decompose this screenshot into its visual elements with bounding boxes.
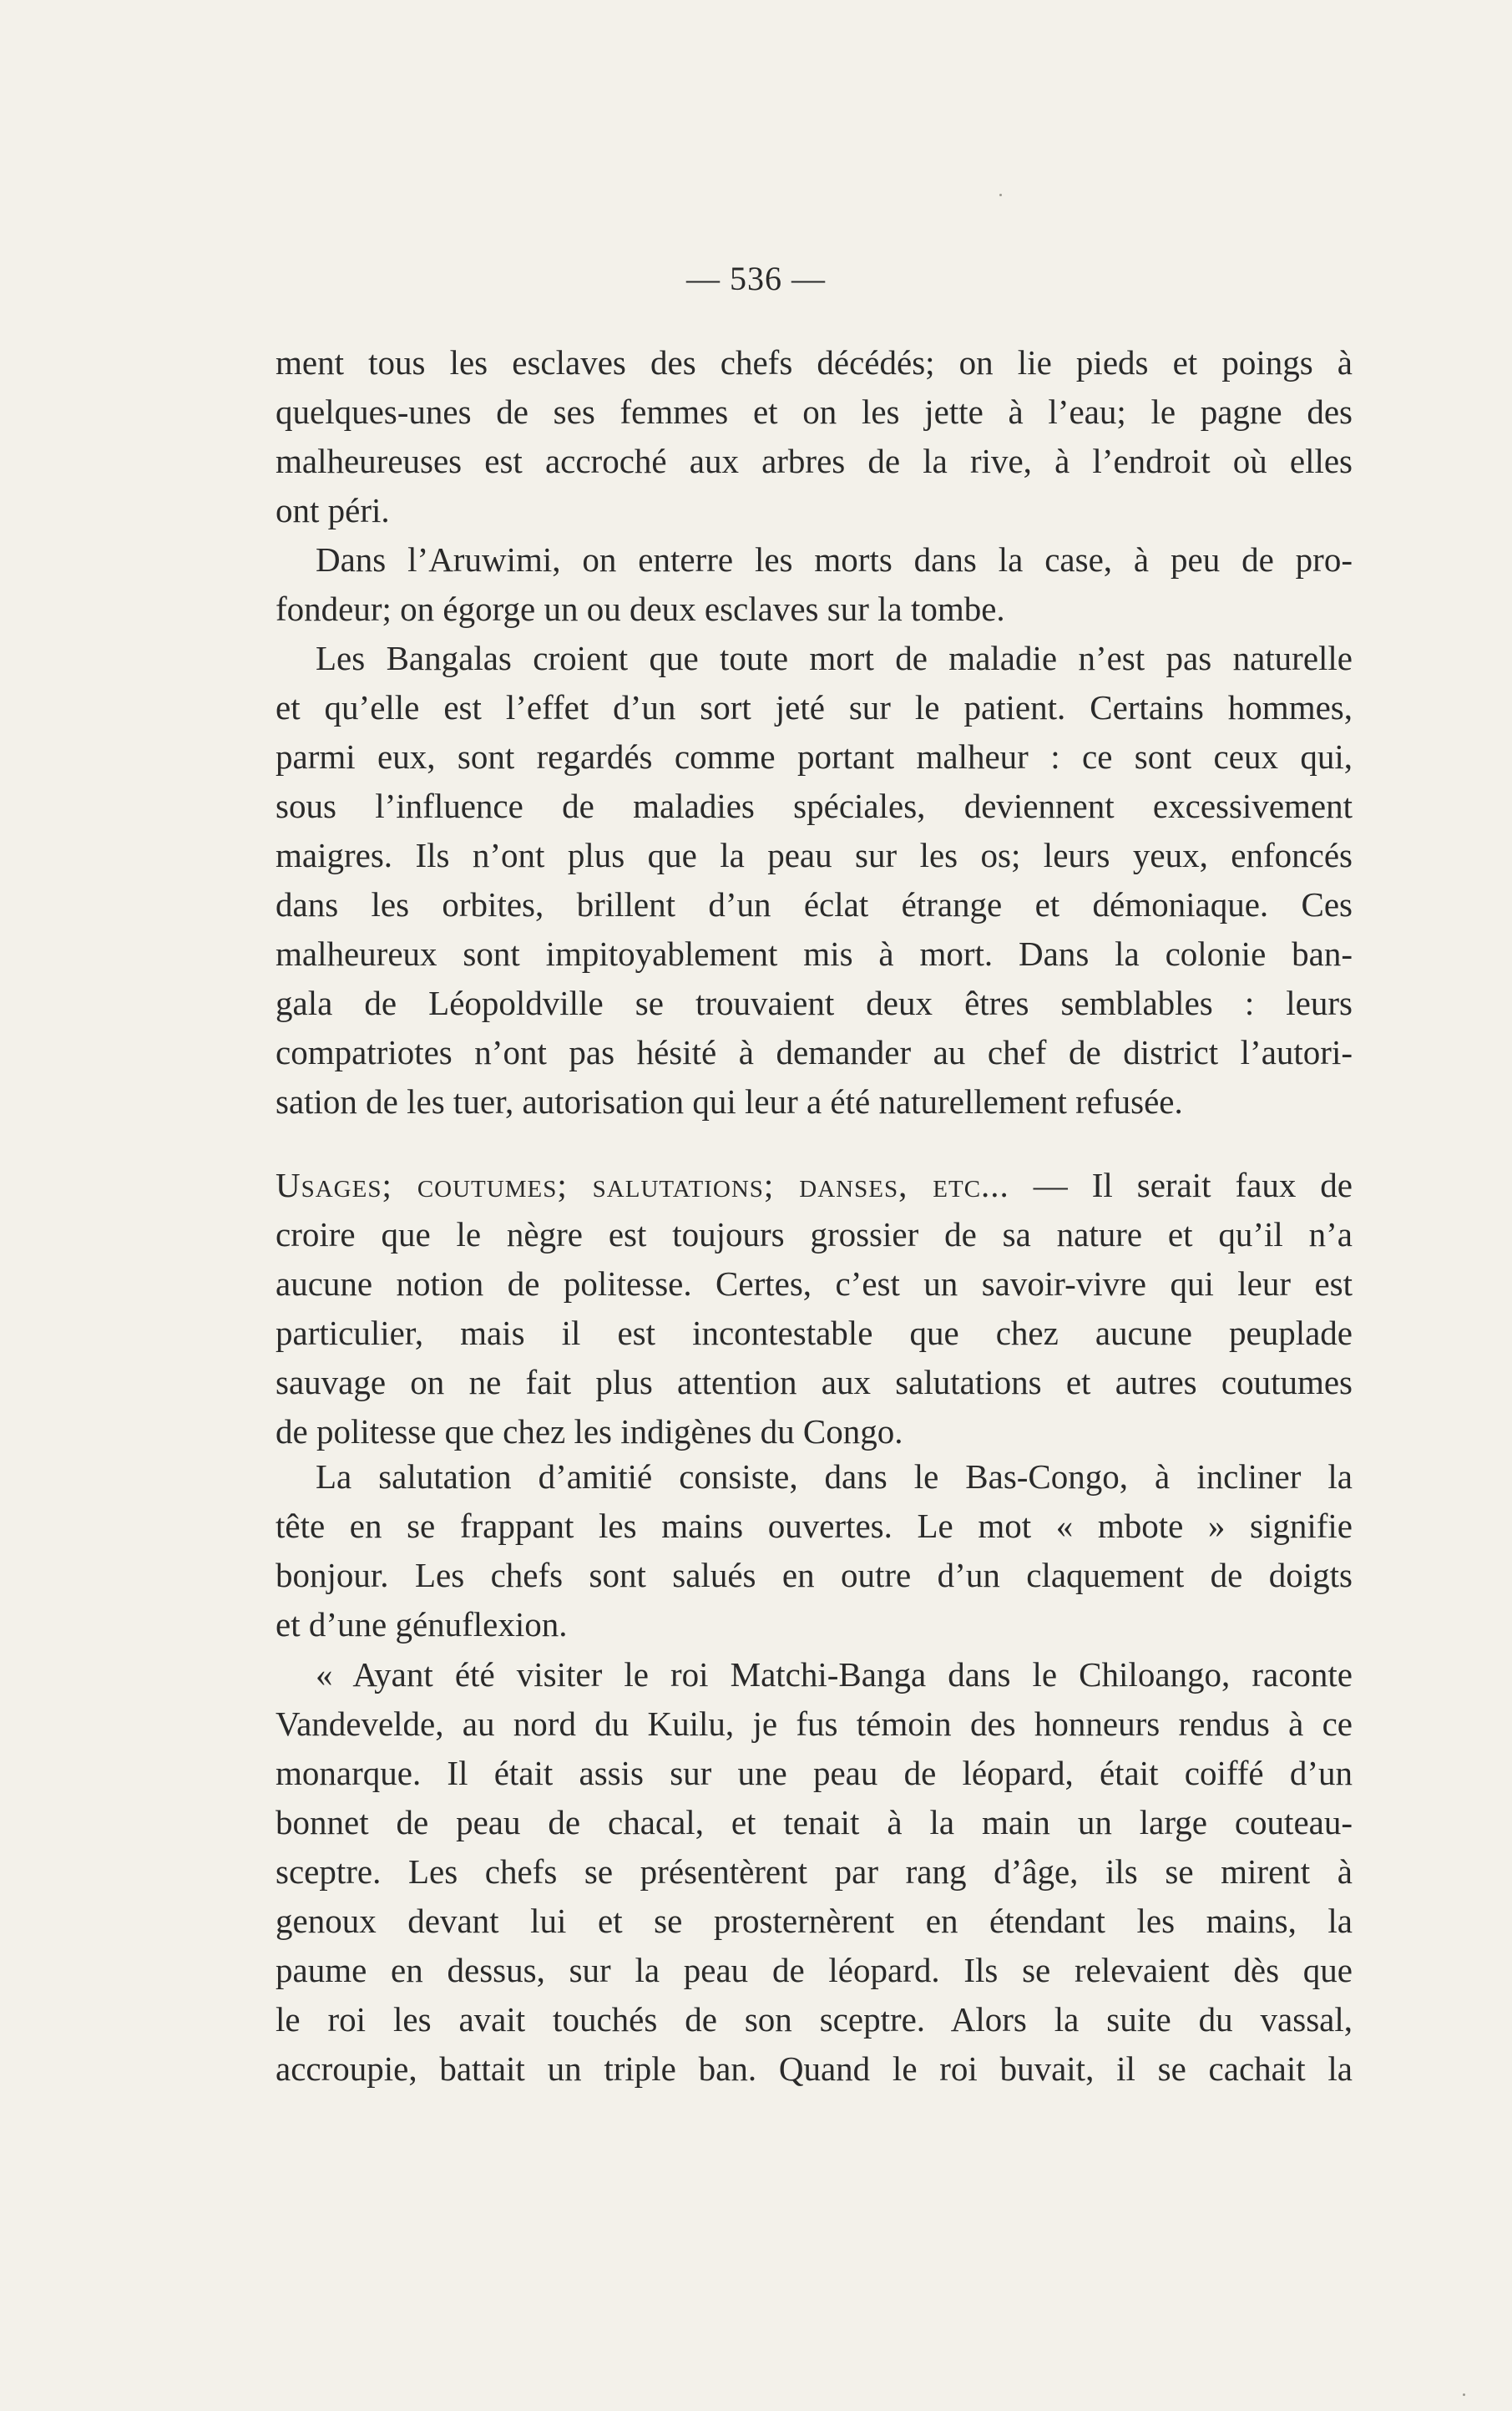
text-line: paume en dessus, sur la peau de léopard. Ils se relevaient dès que — [276, 1951, 1353, 1989]
text-line: et d’une génuflexion. — [276, 1605, 568, 1644]
text-line: bonnet de peau de chacal, et tenait à la main un large couteau- — [276, 1803, 1353, 1841]
paper-speck — [999, 194, 1002, 196]
text-line: malheureuses est accroché aux arbres de la rive, à l’endroit où elles — [276, 442, 1353, 480]
text-line: monarque. Il était assis sur une peau de léopard, était coiffé d’un — [276, 1754, 1353, 1792]
text-line: tête en se frappant les mains ouvertes. Le mot « mbote » signifie — [276, 1507, 1353, 1545]
text-line: quelques-unes de ses femmes et on les jette à l’eau; le pagne des — [276, 393, 1353, 431]
text-line: sceptre. Les chefs se présentèrent par rang d’âge, ils se mirent à — [276, 1852, 1353, 1891]
text-line: ment tous les esclaves des chefs décédés; on lie pieds et poings à — [276, 343, 1353, 382]
text-line: gala de Léopoldville se trouvaient deux êtres semblables : leurs — [276, 984, 1353, 1022]
text-line: Les Bangalas croient que toute mort de maladie n’est pas naturelle — [316, 639, 1353, 677]
text-line: maigres. Ils n’ont plus que la peau sur les os; leurs yeux, enfoncés — [276, 836, 1353, 874]
text-line — [276, 1161, 1353, 1210]
text-line: le roi les avait touchés de son sceptre. Alors la suite du vassal, — [276, 2000, 1353, 2039]
text-line: accroupie, battait un triple ban. Quand le roi buvait, il se cachait la — [276, 2049, 1353, 2088]
text-line: « Ayant été visiter le roi Matchi-Banga dans le Chiloango, raconte — [316, 1655, 1353, 1694]
text-line: La salutation d’amitié consiste, dans le Bas-Congo, à incliner la — [316, 1457, 1353, 1496]
paragraph-bangalas — [276, 634, 1353, 1127]
paragraph-vandevelde-quote — [276, 1650, 1353, 2094]
text-line: parmi eux, sont regardés comme portant malheur : ce sont ceux qui, — [276, 737, 1353, 776]
text-line: aucune notion de politesse. Certes, c’est un savoir-vivre qui leur est — [276, 1264, 1353, 1303]
paragraph-salutation — [276, 1452, 1353, 1649]
paragraph-aruwimi — [276, 535, 1353, 634]
text-line: sation de les tuer, autorisation qui leur a été naturellement refusée. — [276, 1082, 1183, 1121]
paragraph-burial-rites — [276, 338, 1353, 535]
section-heading: Usages; coutumes; salutations; danses, etc... — [276, 1166, 1009, 1204]
text-line: dans les orbites, brillent d’un éclat étrange et démoniaque. Ces — [276, 885, 1353, 924]
text-line: bonjour. Les chefs sont salués en outre d’un claquement de doigts — [276, 1556, 1353, 1594]
paper-speck — [1463, 2393, 1465, 2396]
text-line: particulier, mais il est incontestable que chez aucune peuplade — [276, 1314, 1353, 1352]
text-line: de politesse que chez les indigènes du Congo. — [276, 1412, 903, 1451]
text-line: compatriotes n’ont pas hésité à demander au chef de district l’autori- — [276, 1033, 1353, 1071]
heading-lead-in: — Il serait faux de — [1009, 1166, 1353, 1204]
text-line: malheureux sont impitoyablement mis à mort. Dans la colonie ban- — [276, 935, 1353, 973]
paragraph-usages — [276, 1161, 1353, 1456]
text-line: Dans l’Aruwimi, on enterre les morts dans la case, à peu de pro- — [316, 540, 1353, 579]
text-line: croire que le nègre est toujours grossier de sa nature et qu’il n’a — [276, 1215, 1353, 1254]
text-line: fondeur; on égorge un ou deux esclaves sur la tombe. — [276, 590, 1005, 628]
text-line: Vandevelde, au nord du Kuilu, je fus témoin des honneurs rendus à ce — [276, 1704, 1353, 1743]
text-line: genoux devant lui et se prosternèrent en étendant les mains, la — [276, 1902, 1353, 1940]
text-line: sauvage on ne fait plus attention aux salutations et autres coutumes — [276, 1363, 1353, 1401]
text-line: sous l’influence de maladies spéciales, deviennent excessivement — [276, 787, 1353, 825]
text-line: et qu’elle est l’effet d’un sort jeté sur le patient. Certains hommes, — [276, 688, 1353, 727]
text-line: ont péri. — [276, 491, 390, 529]
page-number: — 536 — — [686, 260, 826, 297]
